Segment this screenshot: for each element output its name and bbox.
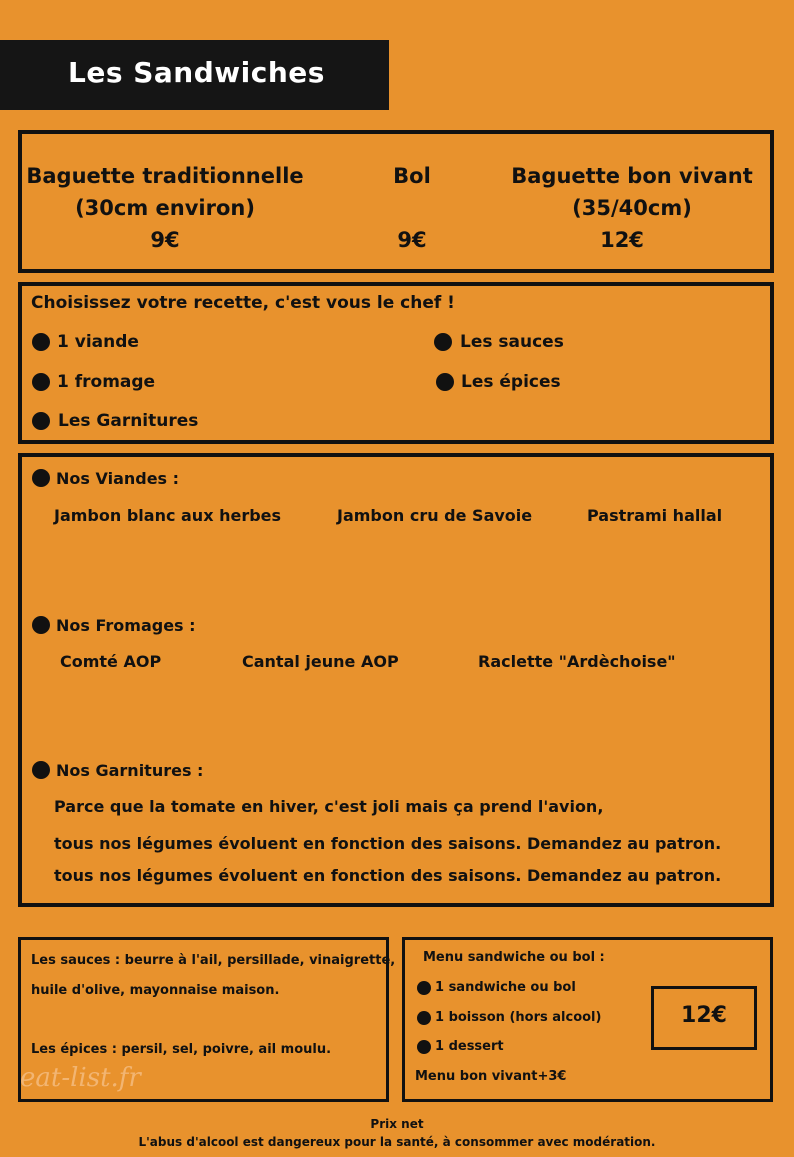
footer-alcohol-warning: L'abus d'alcool est dangereux pour la santé, à consommer avec modération. xyxy=(138,1135,656,1149)
cheese-item: Comté AOP xyxy=(60,652,162,671)
toppings-line: Parce que la tomate en hiver, c'est joli mais ça prend l'avion, xyxy=(54,797,604,816)
product-size xyxy=(352,192,472,224)
sauces-line: huile d'olive, mayonnaise maison. xyxy=(31,983,280,998)
bullet-icon xyxy=(32,616,50,634)
bullet-icon xyxy=(417,1040,431,1054)
menu-item: 1 boisson (hors alcool) xyxy=(435,1010,602,1025)
bullet-icon xyxy=(32,761,50,779)
product-price: 12€ xyxy=(600,228,644,252)
sauces-line: Les sauces : beurre à l'ail, persillade, vinaigrette, xyxy=(31,953,396,968)
product-size: (30cm environ) xyxy=(75,196,255,220)
product-name: Baguette traditionnelle xyxy=(26,164,304,188)
recipe-item: 1 viande xyxy=(57,332,139,352)
bullet-icon xyxy=(32,412,50,430)
menu-heading: Menu sandwiche ou bol : xyxy=(423,950,605,965)
recipe-item: Les sauces xyxy=(460,332,564,352)
page-title: Les Sandwiches xyxy=(68,56,325,89)
recipe-item: Les épices xyxy=(461,372,561,392)
menu-item: 1 sandwiche ou bol xyxy=(435,980,576,995)
watermark: eat-list.fr xyxy=(20,1063,141,1093)
bullet-icon xyxy=(32,469,50,487)
product-price: 9€ xyxy=(150,228,180,252)
bullet-icon xyxy=(434,333,452,351)
meats-heading: Nos Viandes : xyxy=(56,469,180,488)
product-traditionnelle xyxy=(25,160,305,256)
bullet-icon xyxy=(417,1011,431,1025)
cheeses-heading: Nos Fromages : xyxy=(56,616,196,635)
bullet-icon xyxy=(436,373,454,391)
toppings-line: tous nos légumes évoluent en fonction des saisons. Demandez au patron. xyxy=(54,834,722,853)
bullet-icon xyxy=(417,981,431,995)
product-bol xyxy=(352,160,472,256)
product-price: 9€ xyxy=(397,228,427,252)
product-name: Bol xyxy=(393,164,431,188)
menu-extra: Menu bon vivant+3€ xyxy=(415,1069,567,1084)
recipe-item: Les Garnitures xyxy=(58,411,199,431)
product-size: (35/40cm) xyxy=(572,196,692,220)
footer-prix-net: Prix net xyxy=(370,1117,424,1131)
meat-item: Jambon cru de Savoie xyxy=(337,506,533,525)
cheese-item: Cantal jeune AOP xyxy=(242,652,399,671)
menu-item: 1 dessert xyxy=(435,1039,504,1054)
menu-price: 12€ xyxy=(681,1003,727,1028)
meat-item: Jambon blanc aux herbes xyxy=(54,506,282,525)
cheese-item: Raclette "Ardèchoise" xyxy=(478,652,676,671)
meat-item: Pastrami hallal xyxy=(587,506,723,525)
bullet-icon xyxy=(32,373,50,391)
recipe-item: 1 fromage xyxy=(57,372,156,392)
bullet-icon xyxy=(32,333,50,351)
toppings-line: tous nos légumes évoluent en fonction des saisons. Demandez au patron. xyxy=(54,866,722,885)
product-bon-vivant xyxy=(505,160,759,256)
recipe-heading: Choisissez votre recette, c'est vous le chef ! xyxy=(31,293,455,313)
toppings-heading: Nos Garnitures : xyxy=(56,761,204,780)
product-name: Baguette bon vivant xyxy=(511,164,753,188)
spices-line: Les épices : persil, sel, poivre, ail moulu. xyxy=(31,1042,332,1057)
